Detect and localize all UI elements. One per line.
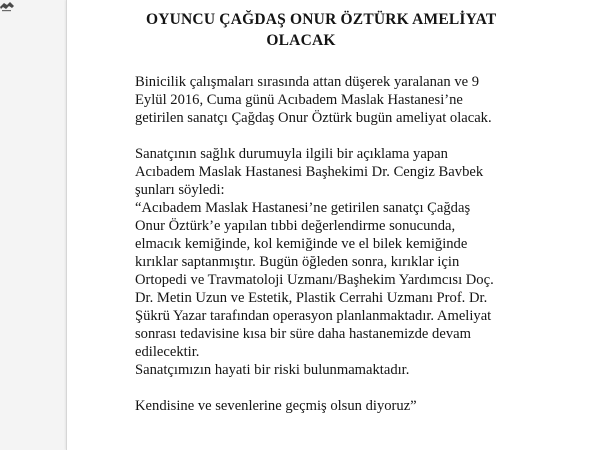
- text-line: Sanatçının sağlık durumuyla ilgili bir açıklama yapan: [135, 146, 448, 162]
- text-line: sonrası tedavisine kısa bir süre daha hastanemizde devam: [135, 326, 471, 342]
- text-line: Onur Öztürk’e yapılan tıbbi değerlendirme sonucunda,: [135, 218, 456, 234]
- paragraph-gap: [135, 379, 575, 397]
- text-line: edilecektir.: [135, 344, 200, 360]
- quoted-statement: [135, 199, 575, 415]
- text-line: getirilen sanatçı Çağdaş Onur Öztürk bugün ameliyat olacak.: [135, 110, 492, 126]
- intro-paragraph: [135, 73, 575, 127]
- text-line: Kendisine ve sevenlerine geçmiş olsun diyoruz”: [135, 398, 417, 414]
- press-release-page: [66, 0, 598, 450]
- text-line: “Acıbadem Maslak Hastanesi’ne getirilen sanatçı Çağdaş: [135, 200, 471, 216]
- text-line: Dr. Metin Uzun ve Estetik, Plastik Cerrahi Uzmanı Prof. Dr.: [135, 290, 488, 306]
- seal-fragment-icon: [0, 0, 14, 12]
- text-line: Şükrü Yazar tarafından operasyon planlanmaktadır. Ameliyat: [135, 308, 492, 324]
- headline-line: OLACAK: [266, 32, 336, 49]
- text-line: Sanatçımızın hayati bir riski bulunmamaktadır.: [135, 362, 410, 378]
- text-line: Eylül 2016, Cuma günü Acıbadem Maslak Hastanesi’ne: [135, 92, 463, 108]
- headline: [146, 9, 497, 51]
- text-line: elmacık kemiğinde, kol kemiğinde ve el bilek kemiğinde: [135, 236, 468, 252]
- text-line: Acıbadem Maslak Hastanesi Başhekimi Dr. Cengiz Bavbek: [135, 164, 484, 180]
- text-line: Ortopedi ve Travmatoloji Uzmanı/Başhekim Yardımcısı Doç.: [135, 272, 494, 288]
- statement-intro-paragraph: [135, 145, 575, 199]
- text-line: kırıklar saptanmıştır. Bugün öğleden sonra, kırıklar için: [135, 254, 460, 270]
- text-line: şunları söyledi:: [135, 182, 225, 198]
- headline-line: OYUNCU ÇAĞDAŞ ONUR ÖZTÜRK AMELİYAT: [146, 11, 497, 28]
- text-line: Binicilik çalışmaları sırasında attan düşerek yaralanan ve 9: [135, 74, 480, 90]
